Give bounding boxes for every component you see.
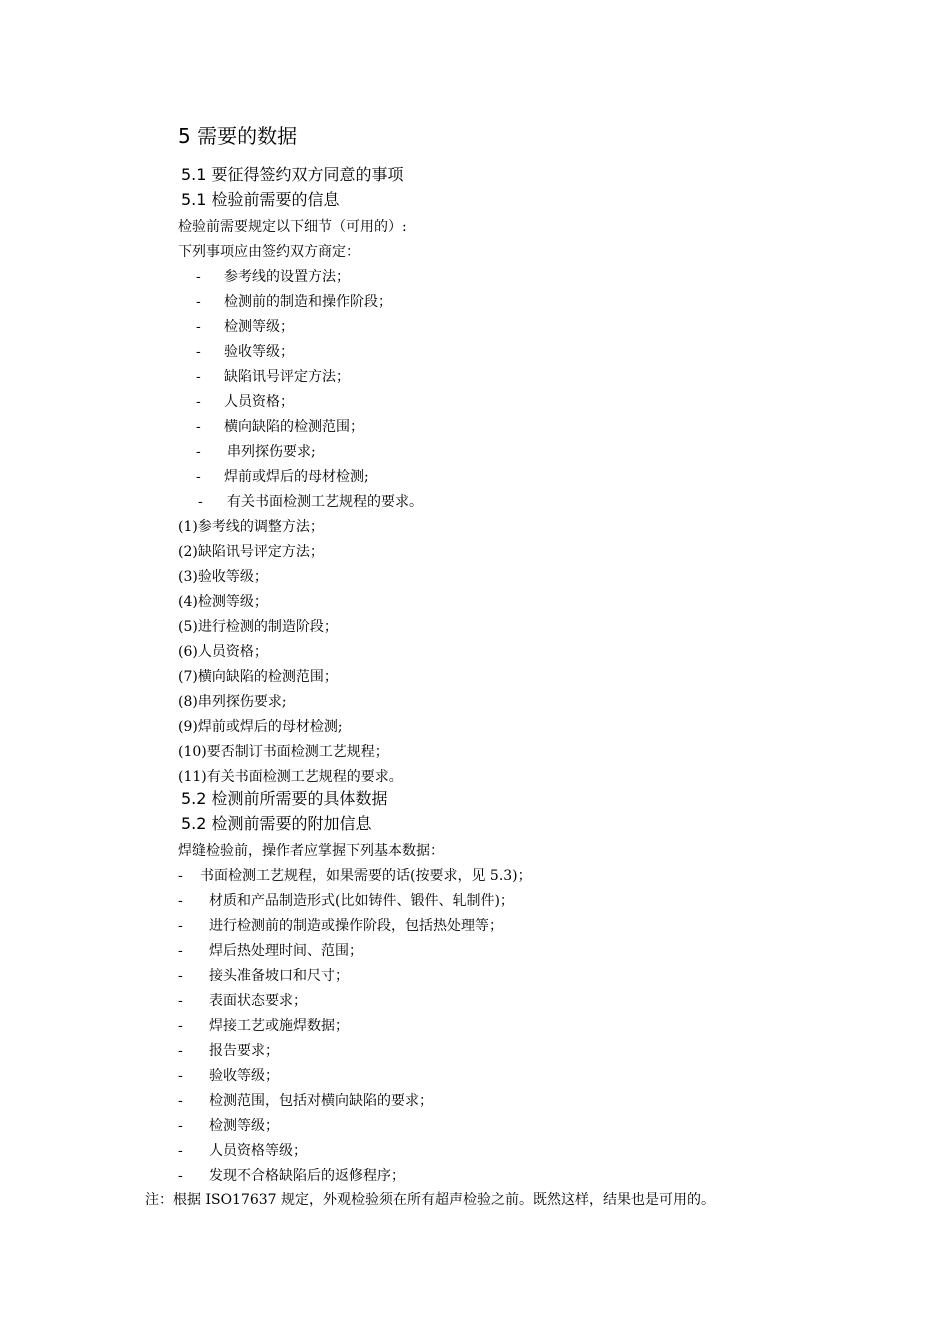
numbered-item: (1)参考线的调整方法； — [178, 519, 324, 535]
numbered-item: (2)缺陷讯号评定方法； — [178, 544, 324, 560]
list-item: 串列探伤要求; — [227, 444, 316, 460]
bullet-dash: - — [178, 1143, 183, 1159]
list-item: 有关书面检测工艺规程的要求。 — [227, 494, 423, 510]
bullet-dash: - — [178, 1168, 183, 1184]
list-item: 缺陷讯号评定方法； — [224, 369, 350, 385]
numbered-item: (3)验收等级； — [178, 569, 268, 585]
list-item: 进行检测前的制造或操作阶段，包括热处理等； — [209, 918, 503, 934]
bullet-dash: - — [178, 1093, 183, 1109]
list-item: 接头准备坡口和尺寸； — [209, 968, 349, 984]
list-item: 表面状态要求； — [209, 993, 307, 1009]
list-item: 检测等级； — [224, 319, 294, 335]
list-item: 参考线的设置方法； — [224, 269, 350, 285]
list-item: 检测范围，包括对横向缺陷的要求； — [209, 1093, 433, 1109]
subsection-heading-5-1-pre-inspection-info: 5.1 检验前需要的信息 — [181, 190, 340, 209]
bullet-dash: - — [196, 369, 201, 385]
numbered-item: (11)有关书面检测工艺规程的要求。 — [178, 769, 403, 785]
numbered-item: (8)串列探伤要求; — [178, 694, 287, 710]
bullet-dash: - — [196, 444, 201, 460]
intro-text-agreement: 下列事项应由签约双方商定： — [178, 244, 360, 260]
numbered-item: (7)横向缺陷的检测范围； — [178, 669, 338, 685]
list-item: 报告要求； — [209, 1043, 279, 1059]
bullet-dash: - — [178, 1043, 183, 1059]
bullet-dash: - — [178, 1118, 183, 1134]
section-heading: 5 需要的数据 — [178, 124, 298, 148]
list-item: 焊后热处理时间、范围； — [209, 943, 363, 959]
intro-text-details: 检验前需要规定以下细节（可用的）: — [178, 219, 407, 235]
subsection-heading-5-2-additional-info: 5.2 检测前需要的附加信息 — [181, 814, 372, 833]
bullet-dash: - — [178, 1068, 183, 1084]
bullet-dash: - — [196, 344, 201, 360]
list-item: 验收等级； — [224, 344, 294, 360]
subsection-heading-5-1-agreed-items: 5.1 要征得签约双方同意的事项 — [181, 165, 404, 184]
numbered-item: (9)焊前或焊后的母材检测; — [178, 719, 343, 735]
list-item: 书面检测工艺规程，如果需要的话(按要求，见 5.3)； — [200, 868, 532, 884]
list-item: 检测等级； — [209, 1118, 279, 1134]
intro-text-basic-data: 焊缝检验前，操作者应掌握下列基本数据： — [178, 843, 444, 859]
numbered-item: (6)人员资格； — [178, 644, 268, 660]
list-item: 发现不合格缺陷后的返修程序； — [209, 1168, 405, 1184]
list-item: 焊前或焊后的母材检测; — [224, 469, 369, 485]
bullet-dash: - — [198, 494, 203, 510]
bullet-dash: - — [196, 294, 201, 310]
list-item: 人员资格； — [224, 394, 294, 410]
numbered-item: (10)要否制订书面检测工艺规程； — [178, 744, 389, 760]
bullet-dash: - — [178, 968, 183, 984]
bullet-dash: - — [178, 943, 183, 959]
bullet-dash: - — [178, 1018, 183, 1034]
bullet-dash: - — [196, 419, 201, 435]
numbered-item: (4)检测等级； — [178, 594, 268, 610]
bullet-dash: - — [196, 469, 201, 485]
list-item: 检测前的制造和操作阶段； — [224, 294, 392, 310]
bullet-dash: - — [196, 269, 201, 285]
list-item: 验收等级； — [209, 1068, 279, 1084]
list-item: 人员资格等级； — [209, 1143, 307, 1159]
bullet-dash: - — [196, 394, 201, 410]
note-text: 注：根据 ISO17637 规定，外观检验须在所有超声检验之前。既然这样，结果也是可用的。 — [145, 1192, 716, 1208]
list-item: 焊接工艺或施焊数据； — [209, 1018, 349, 1034]
list-item: 横向缺陷的检测范围； — [224, 419, 364, 435]
bullet-dash: - — [178, 868, 183, 884]
subsection-heading-5-2-specific-data: 5.2 检测前所需要的具体数据 — [181, 789, 388, 808]
bullet-dash: - — [178, 993, 183, 1009]
list-item: 材质和产品制造形式(比如铸件、锻件、轧制件)； — [209, 893, 514, 909]
numbered-item: (5)进行检测的制造阶段； — [178, 619, 338, 635]
bullet-dash: - — [196, 319, 201, 335]
bullet-dash: - — [178, 918, 183, 934]
bullet-dash: - — [178, 893, 183, 909]
